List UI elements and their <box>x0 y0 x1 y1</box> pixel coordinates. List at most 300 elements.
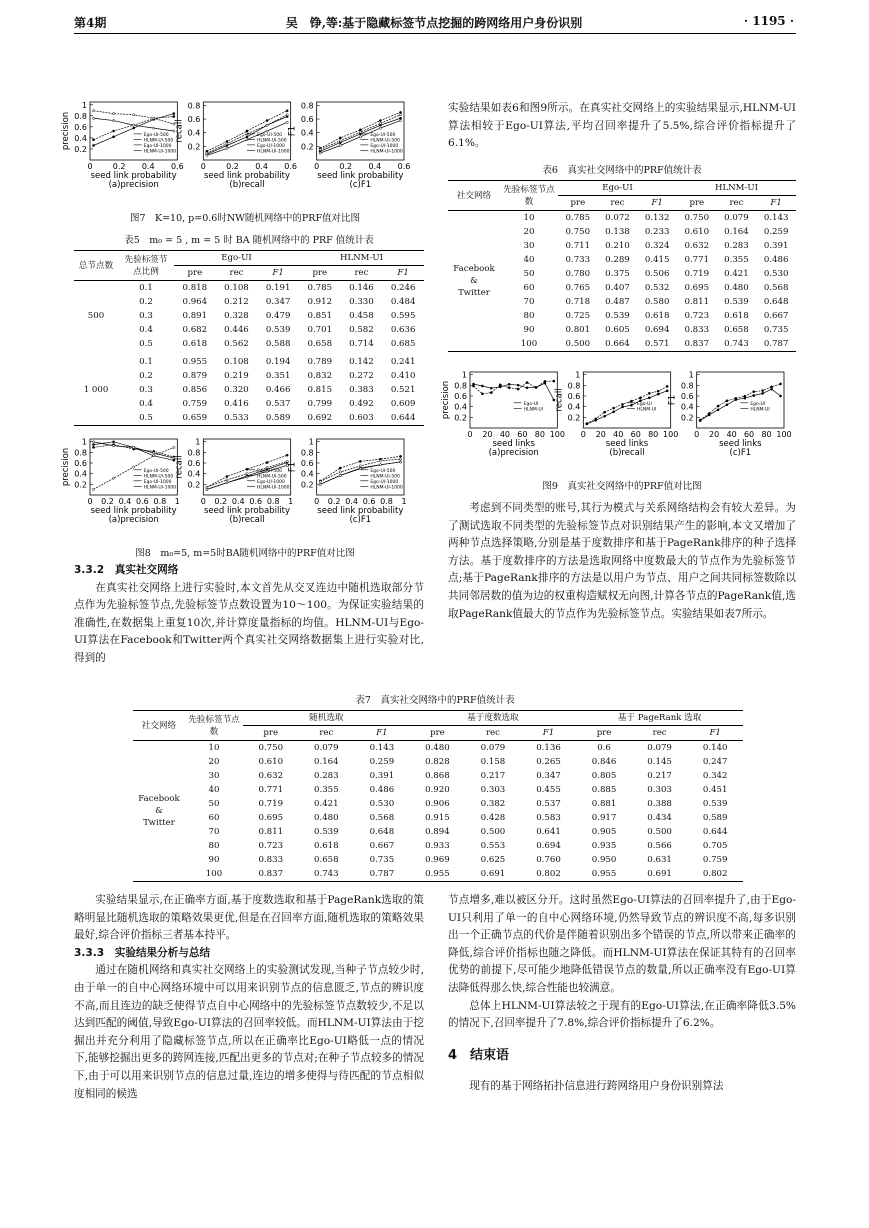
data-point <box>699 419 701 421</box>
data-point <box>359 136 361 138</box>
data-point <box>206 152 208 154</box>
table-cell: 0.562 <box>224 338 249 349</box>
table-cell: 0.241 <box>390 356 416 367</box>
table-cell: 0.506 <box>644 268 670 279</box>
table-cell: 0.719 <box>258 798 284 809</box>
table-cell: 0.3 <box>139 384 153 395</box>
data-point <box>133 114 135 116</box>
data-point <box>319 480 321 482</box>
section-title: 3.3.3 实验结果分析与总结 <box>74 946 211 959</box>
table-header: pre <box>576 726 632 741</box>
table-cell: 0.391 <box>763 240 789 251</box>
table-cell: 0.421 <box>314 798 339 809</box>
data-point <box>246 476 248 478</box>
table-cell: 0.434 <box>647 812 672 823</box>
x-tick-label: 1 <box>401 497 407 506</box>
table-row <box>448 267 796 281</box>
table-cell: 0.407 <box>605 282 630 293</box>
table-cell: 0.391 <box>369 770 395 781</box>
y-tick-label: 0.6 <box>454 392 467 401</box>
y-tick-label: 0.6 <box>567 392 581 401</box>
x-tick-label: 1 <box>288 497 294 506</box>
figure-8 <box>60 435 430 545</box>
legend-label: Ego-UI-500 <box>143 132 169 138</box>
legend-label: HLNM-UI-500 <box>370 138 400 144</box>
x-tick-label: 0.6 <box>362 497 376 506</box>
table-header: pre <box>677 196 717 211</box>
y-tick-label: 0.8 <box>300 101 314 111</box>
data-point <box>153 455 155 457</box>
table-cell: 0.682 <box>182 324 208 335</box>
table-cell: 0.079 <box>480 742 506 753</box>
data-point <box>112 445 114 447</box>
legend-label: Ego-UI <box>750 401 766 407</box>
data-point <box>770 388 772 390</box>
table-cell: 40 <box>208 784 220 795</box>
table-cell: 0.283 <box>314 770 339 781</box>
table-cell: 0.303 <box>647 784 672 795</box>
table-cell: 0.532 <box>644 282 670 293</box>
x-tick-label: 0 <box>200 497 206 506</box>
table-row <box>448 295 796 309</box>
data-point <box>762 390 764 392</box>
x-tick-label: 0.6 <box>284 162 298 171</box>
data-point <box>666 385 668 387</box>
table-5-caption: 表5 m₀ = 5 , m = 5 时 BA 随机网络中的 PRF 值统计表 <box>124 235 374 246</box>
table-cell: 0.347 <box>265 296 291 307</box>
y-axis-label: precision <box>441 380 451 420</box>
data-point <box>526 381 528 383</box>
data-point <box>339 137 341 139</box>
data-point <box>517 388 519 390</box>
right-column-intro <box>448 100 796 153</box>
data-point <box>286 454 288 456</box>
table-row <box>74 337 424 351</box>
data-point <box>153 127 155 129</box>
x-axis-label: seed links <box>492 439 535 449</box>
table-cell: 0.969 <box>425 854 450 865</box>
table-cell: 0.500 <box>558 337 598 352</box>
y-tick-label: 0.2 <box>454 413 467 423</box>
data-point <box>246 139 248 141</box>
table-cell: 0.079 <box>724 212 749 223</box>
figure-svg <box>60 435 430 545</box>
data-point <box>604 411 606 413</box>
section-title: 3.3.2 真实社交网络 <box>74 564 179 576</box>
x-tick-label: 100 <box>776 430 792 439</box>
subplot-label: (c)F1 <box>729 448 752 458</box>
figure-7 <box>60 98 430 210</box>
table-cell: 20 <box>208 756 220 767</box>
legend-label: Ego-UI <box>523 401 539 407</box>
table-cell: 0.915 <box>425 812 450 823</box>
table-cell: 0.455 <box>536 784 561 795</box>
data-point <box>399 119 401 121</box>
table-cell: 0.802 <box>687 867 743 882</box>
table-cell: 0.265 <box>536 756 561 767</box>
data-point <box>266 119 268 121</box>
x-tick-label: 80 <box>534 430 545 439</box>
table-6-caption: 表6 真实社交网络中的PRF值统计表 <box>542 165 702 176</box>
table-cell: 0.283 <box>724 240 749 251</box>
data-point <box>206 154 208 156</box>
data-point <box>133 127 135 129</box>
table-cell: 0.1 <box>139 282 153 293</box>
x-tick-label: 100 <box>549 430 565 439</box>
y-tick-label: 0.2 <box>74 144 87 154</box>
table-cell: 0.566 <box>647 840 672 851</box>
x-tick-label: 0.2 <box>339 162 353 171</box>
table-cell: 0.771 <box>684 254 710 265</box>
y-tick-label: 0.8 <box>74 111 87 121</box>
table-cell: 0.648 <box>369 826 395 837</box>
table-cell: 0.935 <box>591 840 617 851</box>
table-cell: 0.303 <box>480 784 506 795</box>
x-axis-label: seed link probability <box>203 506 291 516</box>
data-point <box>613 411 615 413</box>
data-point <box>586 422 588 424</box>
table-cell: 0.582 <box>349 324 374 335</box>
data-point <box>226 147 228 149</box>
legend-label: Ego-UI <box>637 401 652 407</box>
table-header: 社交网络 <box>133 711 185 741</box>
data-point <box>779 395 781 397</box>
legend-label: Ego-UI-500 <box>257 132 282 138</box>
legend-label: HLNM-UI-1000 <box>257 485 290 491</box>
table-cell: 0.828 <box>425 756 450 767</box>
subplot-label: (a)precision <box>108 180 159 190</box>
running-title: 吴 铮,等:基于隐藏标签节点挖掘的跨网络用户身份识别 <box>285 16 583 30</box>
table-header: rec <box>717 196 757 211</box>
table-cell: 0.750 <box>565 226 591 237</box>
subplot-label: (b)recall <box>229 180 265 190</box>
table-header: F1 <box>637 196 677 211</box>
table-cell: 0.132 <box>644 212 670 223</box>
table-cell: 0.487 <box>605 296 630 307</box>
left-column-bottom <box>74 892 424 1103</box>
table-cell: 0.780 <box>565 268 591 279</box>
legend-label: Ego-UI-500 <box>143 468 169 474</box>
table-cell: 0.588 <box>265 338 291 349</box>
table-row <box>133 741 743 756</box>
y-tick-label: 0.2 <box>187 142 201 152</box>
table-cell: 0.079 <box>647 742 672 753</box>
chart-panel <box>288 438 407 525</box>
paragraph: 现有的基于网络拓扑信息进行跨网络用户身份识别算法 <box>469 1080 724 1093</box>
table-cell: 0.644 <box>382 411 424 426</box>
data-point <box>508 387 510 389</box>
y-tick-label: 1 <box>195 437 201 447</box>
table-cell: 0.355 <box>724 254 749 265</box>
table-cell: 0.210 <box>605 240 630 251</box>
table-cell: 0.500 <box>480 826 506 837</box>
x-tick-label: 40 <box>613 430 624 439</box>
table-cell: 0.632 <box>684 240 710 251</box>
x-tick-label: 0.4 <box>255 162 268 171</box>
table-cell: 0.955 <box>410 867 466 882</box>
figure-8-caption: 图8 m₀=5, m=5时BA随机网络中的PRF值对比图 <box>135 548 355 559</box>
data-point <box>339 144 341 146</box>
table-cell: 0.894 <box>425 826 450 837</box>
data-point <box>481 385 483 387</box>
data-point <box>339 471 341 473</box>
y-tick-label: 1 <box>81 437 87 447</box>
data-point <box>753 394 755 396</box>
x-tick-label: 1 <box>174 497 180 506</box>
legend-label: Ego-UI-1000 <box>370 479 399 485</box>
x-tick-label: 0.4 <box>345 497 358 506</box>
table-header: F1 <box>257 266 299 281</box>
y-tick-label: 0.4 <box>187 469 201 479</box>
x-tick-label: 0 <box>694 430 700 439</box>
data-point <box>92 441 94 443</box>
data-point <box>535 386 537 388</box>
table-row <box>448 239 796 253</box>
x-tick-label: 0.8 <box>266 497 280 506</box>
data-point <box>339 474 341 476</box>
table-row <box>448 323 796 337</box>
table-cell: 0.789 <box>307 356 333 367</box>
table-row <box>133 811 743 825</box>
y-tick-label: 0.8 <box>680 381 694 391</box>
table-cell: 0.692 <box>299 411 341 426</box>
y-tick-label: 1 <box>688 370 694 380</box>
table-cell: 0.718 <box>565 296 591 307</box>
table-cell: 0.658 <box>314 854 339 865</box>
data-point <box>359 129 361 131</box>
table-cell: 0.725 <box>565 310 591 321</box>
x-tick-label: 60 <box>630 430 641 439</box>
paragraph: 考虑到不同类型的账号,其行为模式与关系网络结构会有较大差异。为了测试选取不同类型的先验标签节点对识别结果产生的影响,本文又增加了两种节点选择策略,分别是基于度数排序和基于PageRank排序的种子选择方法。基于度数排序的方法是选取网络中度数最大的节点作为先验标签节点;基于PageRank排序的方法是以用户为节点、用户之间共同标签数除以共同邻居数的值为边的权重构造赋权无向图,计算各节点的PageRank值,选取PageRank值最大的节点作为先验标签节点。实验结果如表7所示。 <box>448 502 796 620</box>
x-tick-label: 0.6 <box>170 162 184 171</box>
table-row <box>133 867 743 882</box>
data-point <box>359 131 361 133</box>
table-row <box>448 253 796 267</box>
table-cell: 0.4 <box>139 324 153 335</box>
table-cell: 0.759 <box>702 854 728 865</box>
data-point <box>657 393 659 395</box>
table-cell: 0.815 <box>307 384 333 395</box>
table-cell: 70 <box>208 826 220 837</box>
table-cell: 0.723 <box>258 840 284 851</box>
table-cell: 50 <box>523 268 535 279</box>
table-cell: 0.705 <box>702 840 728 851</box>
table-cell: 0.868 <box>425 770 450 781</box>
data-point <box>359 468 361 470</box>
y-tick-label: 0.4 <box>454 402 467 412</box>
subplot-label: (c)F1 <box>349 180 372 190</box>
table-cell: 0.664 <box>598 337 638 352</box>
x-tick-label: 40 <box>726 430 737 439</box>
legend-label: HLNM-UI <box>523 407 544 413</box>
table-cell: 0.905 <box>591 826 617 837</box>
chart-panel <box>668 371 792 458</box>
table-cell: 0.539 <box>265 324 291 335</box>
figure-svg <box>440 368 810 478</box>
chart-panel <box>174 438 293 525</box>
data-point <box>595 418 597 420</box>
table-cell: 0.618 <box>182 338 208 349</box>
table-cell: 0.142 <box>349 356 374 367</box>
x-axis-label: seed link probability <box>317 506 404 516</box>
table-cell: 0.641 <box>536 826 561 837</box>
data-point <box>112 441 114 443</box>
x-tick-label: 20 <box>482 430 493 439</box>
table-cell: 0.108 <box>224 356 249 367</box>
y-tick-label: 0.8 <box>187 448 201 458</box>
table-cell: 0.881 <box>591 798 617 809</box>
table-cell: 0.320 <box>224 384 249 395</box>
x-tick-label: 0.4 <box>118 497 132 506</box>
chart-panel <box>174 101 297 190</box>
x-tick-label: 0.2 <box>112 162 126 171</box>
table-cell: 0.246 <box>390 282 416 293</box>
data-point <box>246 130 248 132</box>
table-cell: 0.691 <box>632 867 688 882</box>
data-point <box>133 124 135 126</box>
data-point <box>613 407 615 409</box>
table-row <box>74 397 424 411</box>
table-cell: 0.636 <box>390 324 416 335</box>
table-row <box>448 309 796 323</box>
table-cell: 0.750 <box>684 212 710 223</box>
legend-label: HLNM-UI-500 <box>370 474 400 480</box>
legend-label: HLNM-UI-500 <box>257 138 287 144</box>
table-header: rec <box>216 266 258 281</box>
right-column-bottom <box>448 892 796 1096</box>
x-tick-label: 80 <box>648 430 659 439</box>
x-tick-label: 0.8 <box>153 497 167 506</box>
table-cell: 0.765 <box>565 282 591 293</box>
table-cell: 0.625 <box>480 854 506 865</box>
table-cell: 0.735 <box>369 854 395 865</box>
table-cell: 0.347 <box>536 770 561 781</box>
data-point <box>526 387 528 389</box>
table-row <box>133 839 743 853</box>
table-cell: 0.723 <box>684 310 710 321</box>
table-6 <box>448 180 796 352</box>
table-row <box>448 281 796 295</box>
data-point <box>133 466 135 468</box>
chart-panel <box>288 101 411 190</box>
legend-label: Ego-UI-1000 <box>143 143 172 149</box>
x-tick-label: 20 <box>595 430 606 439</box>
table-cell: 0.595 <box>390 310 416 321</box>
table-cell: 0.583 <box>536 812 561 823</box>
y-tick-label: 0.6 <box>300 459 314 468</box>
table-5 <box>74 250 424 426</box>
table-cell: 0.539 <box>314 826 339 837</box>
table-cell: 30 <box>523 240 535 251</box>
table-cell: 0.879 <box>182 370 208 381</box>
legend-label: Ego-UI-1000 <box>257 479 285 485</box>
data-point <box>379 460 381 462</box>
table-cell: 0.3 <box>139 310 153 321</box>
table-cell: 0.416 <box>224 398 249 409</box>
x-tick-label: 0 <box>314 497 320 506</box>
table-cell: 0.539 <box>724 296 749 307</box>
table-header: rec <box>341 266 383 281</box>
table-cell: 0.571 <box>637 337 677 352</box>
table-cell: 1 000 <box>74 355 118 426</box>
data-point <box>499 386 501 388</box>
section-4-title: 4 结束语 <box>448 1047 510 1063</box>
data-point <box>286 110 288 112</box>
table-header: pre <box>558 196 598 211</box>
table-cell: 0.856 <box>182 384 208 395</box>
x-tick-label: 20 <box>709 430 720 439</box>
y-tick-label: 0.6 <box>300 115 314 125</box>
data-point <box>717 405 719 407</box>
data-point <box>246 473 248 475</box>
table-header: F1 <box>521 726 577 741</box>
table-header: rec <box>299 726 355 741</box>
table-cell: 0.691 <box>465 867 521 882</box>
legend-label: HLNM-UI-1000 <box>370 149 403 155</box>
table-cell: 0.108 <box>224 282 249 293</box>
table-cell: 0.589 <box>257 411 299 426</box>
legend-label: Ego-UI-500 <box>370 468 396 474</box>
data-point <box>717 409 719 411</box>
x-tick-label: 0.6 <box>136 497 149 506</box>
data-point <box>112 119 114 121</box>
data-point <box>226 143 228 145</box>
legend-label: Ego-UI-1000 <box>143 479 172 485</box>
table-cell: 0.428 <box>480 812 506 823</box>
table-cell: 0.480 <box>314 812 339 823</box>
data-point <box>339 140 341 142</box>
table-cell: 0.351 <box>265 370 291 381</box>
table-cell: 0.415 <box>644 254 670 265</box>
plot-frame <box>697 372 784 428</box>
data-point <box>399 455 401 457</box>
y-tick-label: 0.6 <box>680 392 694 401</box>
table-header: Ego-UI <box>174 251 299 266</box>
data-point <box>621 406 623 408</box>
table-row <box>133 825 743 839</box>
y-tick-label: 0.2 <box>680 413 694 423</box>
paragraph: 总体上HLNM-UI算法较之于现有的Ego-UI算法,在正确率降低3.5%的情况下,召回率提升了7.8%,综合评价指标提升了6.2%。 <box>448 999 796 1030</box>
table-cell: 0.158 <box>480 756 506 767</box>
table-cell: 0.553 <box>480 840 506 851</box>
data-point <box>735 397 737 399</box>
table-row <box>74 411 424 426</box>
table-cell: 0.539 <box>702 798 728 809</box>
table-header: 随机选取 <box>243 711 410 726</box>
x-tick-label: 100 <box>663 430 679 439</box>
table-header: 先验标签节点比例 <box>118 251 174 281</box>
data-point <box>490 392 492 394</box>
x-tick-label: 0 <box>314 162 320 171</box>
table-cell: 10 <box>208 742 220 753</box>
table-row <box>133 783 743 797</box>
legend-label: HLNM-UI <box>750 407 770 413</box>
data-point <box>708 412 710 414</box>
y-axis-label: F1 <box>287 461 298 473</box>
table-cell: 0.530 <box>369 798 395 809</box>
legend-label: HLNM-UI-500 <box>257 474 287 480</box>
table-cell: 10 <box>523 212 535 223</box>
table-cell: 0.410 <box>390 370 416 381</box>
table-header: F1 <box>382 266 424 281</box>
table-cell: 0.136 <box>536 742 561 753</box>
figure-9 <box>440 368 810 478</box>
x-tick-label: 40 <box>499 430 511 439</box>
table-cell: 80 <box>523 310 535 321</box>
chart-panel <box>554 371 678 458</box>
y-tick-label: 0.2 <box>567 413 581 423</box>
y-tick-label: 1 <box>461 370 467 380</box>
